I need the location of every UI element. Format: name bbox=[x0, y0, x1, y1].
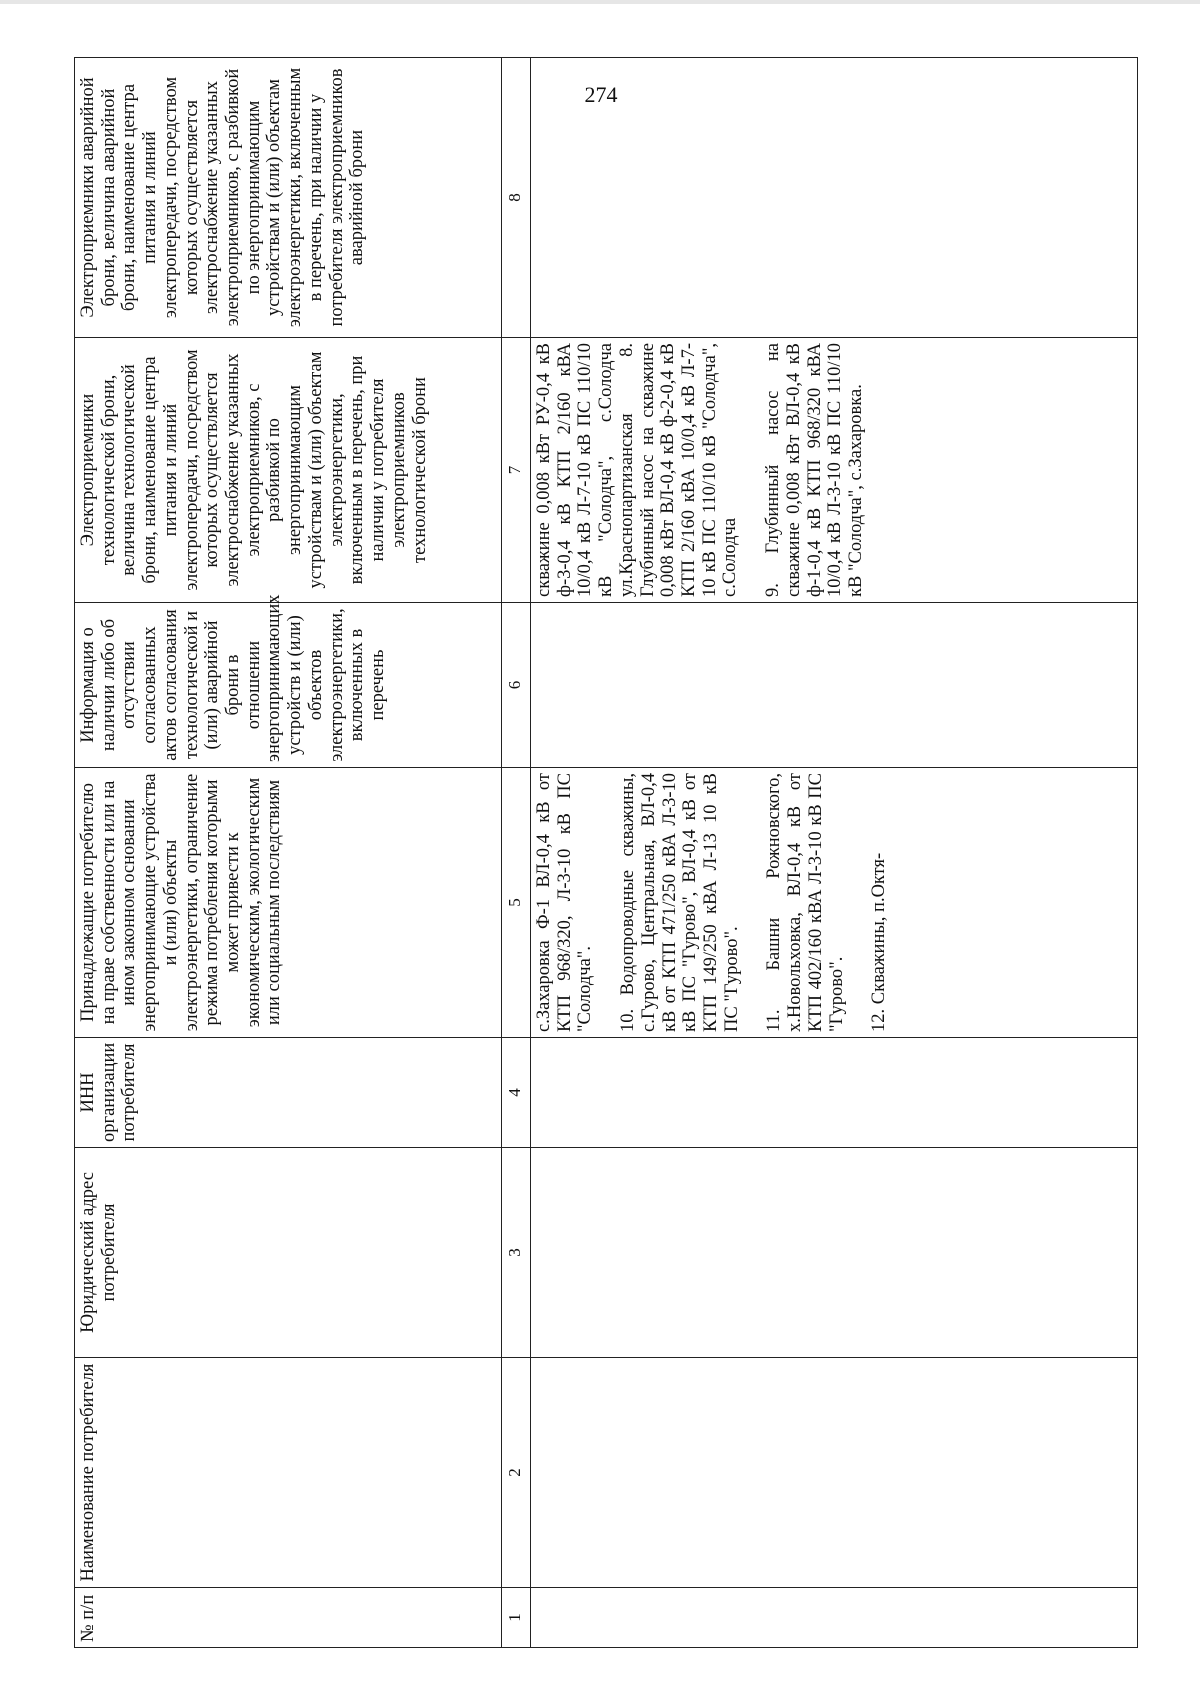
header-cell-7: Электроприемники технологической брони, величина технологической брони, наименование центра питания и линий электропередачи, посредством которых осуществляется электроснабжение указанных электроприемников, с разбивкой по энергопринимающим устройствам и (или) объектам электроэнергетики, включенным в перечень, при наличии у потребителя электроприемников технологической брони bbox=[75, 338, 502, 603]
column-number: 6 bbox=[502, 603, 531, 768]
body-cell-4 bbox=[531, 1038, 1138, 1148]
page-number: 274 bbox=[584, 82, 618, 107]
header-cell-4: ИНН организации потребителя bbox=[75, 1038, 502, 1148]
column-number: 8 bbox=[502, 58, 531, 338]
header-cell-6: Информация о наличии либо об отсутствии согласованных актов согласования технологической и (или) аварийной брони в отношении энергопринимающих устройств и (или) объектов электроэнергетики, включенных в перечень bbox=[75, 603, 502, 768]
header-cell-5: Принадлежащие потребителю на праве собственности или на ином законном основании энергопринимающие устройства и (или) объекты электроэнергетики, ограничение режима потребления которыми может привести к экономическим, экологическим или социальным последствиям bbox=[75, 768, 502, 1038]
header-cell-8: Электроприемники аварийной брони, величина аварийной брони, наименование центра питания и линий электропередачи, посредством которых осуществляется электроснабжение указанных электроприемников, с разбивкой по энергопринимающим устройствам и (или) объектам электроэнергетики, включенным в перечень, при наличии у потребителя электроприемников аварийной брони bbox=[75, 58, 502, 338]
body-cell-5 bbox=[531, 768, 1138, 1038]
list-item: 12. Скважины, п.Октя- bbox=[869, 852, 890, 1032]
column-number: 2 bbox=[502, 1358, 531, 1588]
header-cell-3: Юридический адрес потребителя bbox=[75, 1148, 502, 1358]
body-cell-3 bbox=[531, 1148, 1138, 1358]
body-cell-2 bbox=[531, 1358, 1138, 1588]
column-number: 4 bbox=[502, 1038, 531, 1148]
column-number: 1 bbox=[502, 1588, 531, 1648]
column-number: 7 bbox=[502, 338, 531, 603]
header-cell-2: Наименование потребителя bbox=[75, 1358, 502, 1588]
header-cell-1: № п/п bbox=[75, 1588, 502, 1648]
column-number-row bbox=[502, 58, 531, 1648]
list-item: скважине 0,008 кВт РУ-0,4 кВ ф-3-0,4 кВ КТП 2/160 кВА 10/0,4 кВ Л-7-10 кВ ПС 110/10 кВ "Солодча", с.Солодча ул.Краснопартизанская 8. Глубинный насос на скважине 0,008 кВт ВЛ-0,4 кВ ф-2-0,4 кВ КТП 2/160 кВА 10/0,4 кВ Л-7-10 кВ ПС 110/10 кВ "Солодча", с.Солодча bbox=[534, 343, 741, 597]
rotated-page bbox=[74, 58, 1174, 1648]
table-row bbox=[531, 58, 1138, 1648]
list-item: 9. Глубинный насос на скважине 0,008 кВт ВЛ-0,4 кВ ф-1-0,4 кВ КТП 968/320 кВА 10/0,4 кВ Л-3-10 кВ ПС 110/10 кВ "Солодча", с.Захаровка. bbox=[763, 343, 867, 597]
scan-top-edge bbox=[0, 0, 1200, 4]
list-item: с.Захаровка Ф-1 ВЛ-0,4 кВ от КТП 968/320, Л-3-10 кВ ПС "Солодча". bbox=[534, 773, 596, 1032]
body-cell-1 bbox=[531, 1588, 1138, 1648]
list-item: 11. Башни Рожновского, х.Новольховка, ВЛ-0,4 кВ от КТП 402/160 кВА Л-3-10 кВ ПС "Гурово". bbox=[764, 773, 847, 1032]
list-item: 10. Водопроводные скважины, с.Гурово, Центральная, ВЛ-0,4 кВ от КТП 471/250 кВА Л-3-10 кВ ПС "Гурово", ВЛ-0,4 кВ от КТП 149/250 кВА Л-13 10 кВ ПС "Гурово". bbox=[618, 773, 742, 1032]
column-number: 5 bbox=[502, 768, 531, 1038]
body-cell-8 bbox=[531, 58, 1138, 338]
consumer-table bbox=[74, 57, 1138, 1648]
body-cell-7 bbox=[531, 338, 1138, 603]
body-cell-6 bbox=[531, 603, 1138, 768]
header-row bbox=[75, 58, 502, 1648]
column-number: 3 bbox=[502, 1148, 531, 1358]
